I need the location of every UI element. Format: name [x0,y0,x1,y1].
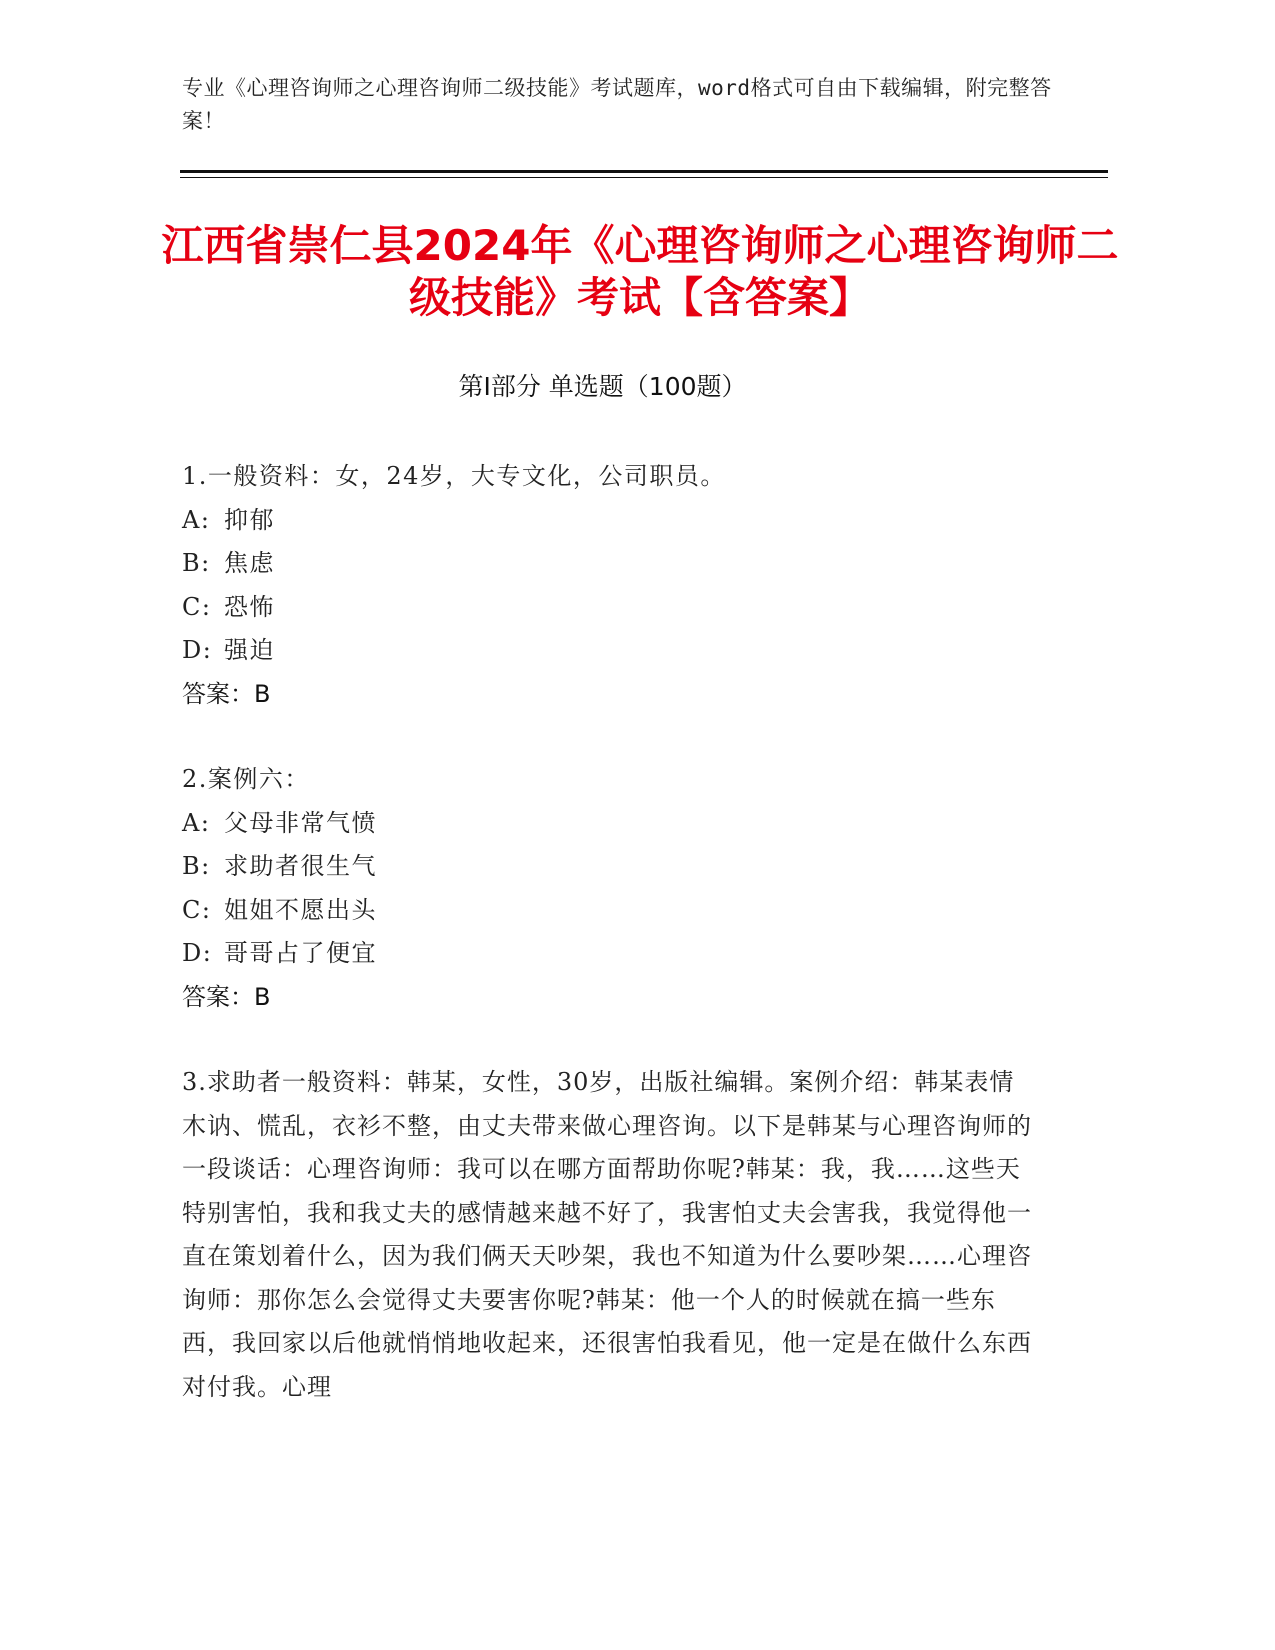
option-letter: C: [182,895,212,924]
section-title: 第Ⅰ部分 单选题（100题） [458,372,747,401]
answer-line: 答案：B [182,982,271,1011]
option-text: 姐姐不愿出头 [224,895,377,924]
question-2 [182,758,1032,1019]
option-text: 父母非常气愤 [224,808,377,837]
question-1 [182,455,1032,716]
option-letter: D: [182,636,213,664]
option-text: 哥哥占了便宜 [224,939,377,967]
option-a [182,802,1032,846]
option-c [182,889,1032,933]
option-letter: A: [182,505,211,534]
header-divider-thin [180,177,1108,178]
option-text: 强迫 [224,636,275,664]
option-b [182,542,1032,586]
question-stem: 3.求助者一般资料：韩某，女性，30岁，出版社编辑。案例介绍：韩某表情木讷、慌乱，衣衫不整，由丈夫带来做心理咨询。以下是韩某与心理咨询师的一段谈话：心理咨询师：我可以在哪方面帮助你呢?韩某：我，我……这些天特别害怕，我和我丈夫的感情越来越不好了，我害怕丈夫会害我，我觉得他一直在策划着什么，因为我们俩天天吵架，我也不知道为什么要吵架……心理咨询师：那你怎么会觉得丈夫要害你呢?韩某：他一个人的时候就在搞一些东西，我回家以后他就悄悄地收起来，还很害怕我看见，他一定是在做什么东西对付我。心理 [182,1068,1032,1401]
option-text: 抑郁 [224,505,275,534]
header-note: 专业《心理咨询师之心理咨询师二级技能》考试题库，word格式可自由下载编辑，附完整答案！ [182,76,1052,133]
question-3 [182,1061,1032,1409]
option-d [182,932,1032,976]
option-letter: A: [182,808,211,837]
option-letter: C: [182,592,212,621]
option-letter: D: [182,939,213,967]
option-letter: B: [182,852,211,880]
header-divider-thick [180,170,1108,173]
option-d [182,629,1032,673]
option-text: 恐怖 [224,592,275,621]
question-stem: 1.一般资料：女，24岁，大专文化，公司职员。 [182,462,726,490]
option-text: 焦虑 [224,549,275,577]
option-b [182,845,1032,889]
option-text: 求助者很生气 [224,852,377,880]
document-title: 江西省崇仁县2024年《心理咨询师之心理咨询师二级技能》考试【含答案】 [161,221,1119,322]
option-letter: B: [182,549,211,577]
option-c [182,586,1032,630]
question-list [182,455,1032,1451]
question-stem: 2.案例六： [182,765,310,793]
answer-line: 答案：B [182,679,271,708]
option-a [182,499,1032,543]
